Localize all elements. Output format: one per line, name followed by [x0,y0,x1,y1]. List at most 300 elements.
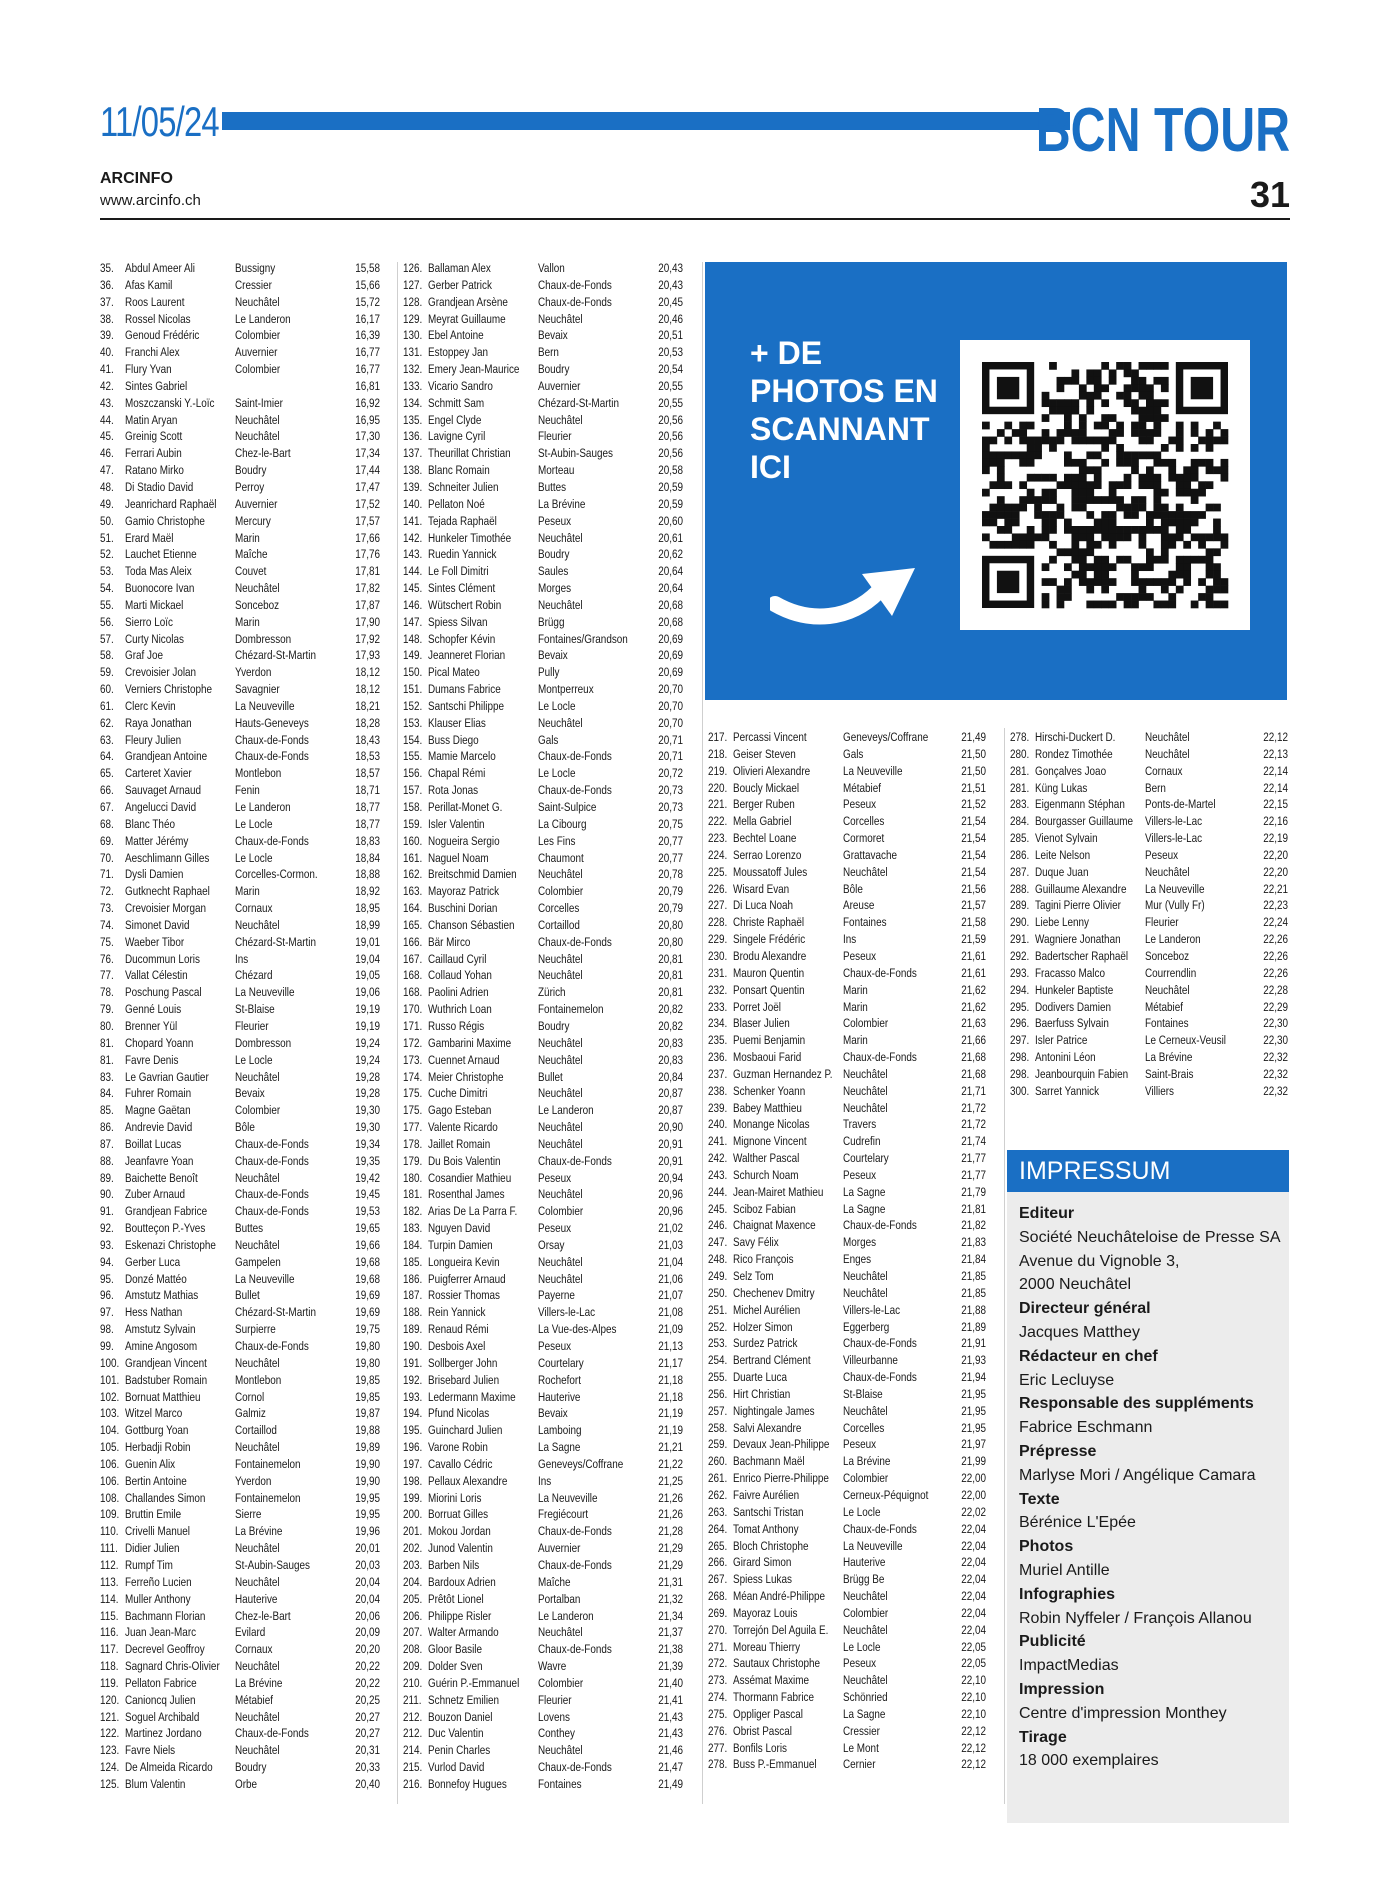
result-row [708,1453,986,1470]
result-time: 21,88 [961,1302,986,1317]
result-name: Christe Raphaël [733,915,805,930]
qr-code-icon[interactable] [960,340,1250,630]
result-location: Chézard-St-Martin [235,648,316,663]
result-time: 21,89 [961,1319,986,1334]
result-name: Isler Patrice [1035,1033,1088,1048]
result-row [403,698,683,715]
result-time: 21,54 [961,831,986,846]
result-rank: 192. [403,1372,423,1387]
result-name: Longueira Kevin [428,1254,500,1269]
result-time: 22,19 [1263,831,1288,846]
result-time: 22,05 [961,1639,986,1654]
result-row [100,513,380,530]
result-rank: 238. [708,1083,728,1098]
result-name: Santschi Philippe [428,698,505,713]
result-location: Mercury [235,513,271,528]
result-location: Brügg Be [843,1572,885,1587]
result-row [403,277,683,294]
result-name: Naguel Noam [428,850,489,865]
result-name: Schmitt Sam [428,395,485,410]
result-row [100,1102,380,1119]
result-rank: 298. [1010,1050,1030,1065]
result-time: 21,63 [961,1016,986,1031]
result-location: Colombier [538,1675,584,1690]
result-rank: 150. [403,665,423,680]
result-rank: 211. [403,1692,422,1707]
result-row [403,1186,683,1203]
result-time: 19,90 [355,1473,380,1488]
result-row [403,984,683,1001]
result-rank: 67. [100,800,114,814]
result-time: 21,28 [658,1524,683,1539]
result-time: 20,79 [658,884,683,899]
result-rank: 128. [403,294,423,309]
result-row [403,732,683,749]
result-name: Savy Félix [733,1235,779,1250]
result-time: 18,88 [355,867,380,882]
result-time: 21,95 [961,1403,986,1418]
result-time: 21,68 [961,1050,986,1065]
result-name: Rota Jonas [428,783,479,798]
result-name: Hunkeler Baptiste [1035,982,1114,997]
result-name: Mamie Marcelo [428,749,496,764]
result-rank: 159. [403,816,423,831]
result-row [100,1052,380,1069]
result-time: 19,04 [355,951,380,966]
result-name: Cuennet Arnaud [428,1052,500,1067]
result-row [100,294,380,311]
result-time: 21,49 [658,1776,683,1791]
result-name: Sautaux Christophe [733,1656,821,1671]
result-location: La Sagne [538,1440,581,1455]
result-location: Gals [843,746,864,761]
result-row [403,967,683,984]
result-location: Chaux-de-Fonds [843,1336,917,1351]
result-name: Waeber Tibor [125,934,185,949]
result-time: 20,46 [658,311,683,326]
result-row [708,1184,986,1201]
result-name: Schopfer Kévin [428,631,496,646]
result-name: Chaignat Maxence [733,1218,816,1233]
result-row [100,1574,380,1591]
result-name: Zuber Arnaud [125,1187,186,1202]
result-name: Gerber Patrick [428,277,492,292]
result-rank: 296. [1010,1016,1030,1031]
result-row [403,1372,683,1389]
result-rank: 73. [100,901,114,916]
result-name: Buss P.-Emmanuel [733,1757,817,1772]
result-name: Raya Jonathan [125,715,192,730]
result-row [708,948,986,965]
result-name: Gago Esteban [428,1103,492,1118]
result-row [708,1538,986,1555]
result-time: 22,10 [961,1706,986,1721]
result-time: 17,47 [355,479,380,494]
result-time: 15,58 [355,261,380,275]
result-location: Brügg [538,614,565,629]
result-row [100,681,380,698]
result-name: Sciboz Fabian [733,1201,796,1216]
result-location: Maîche [235,547,268,562]
result-time: 22,26 [1263,965,1288,980]
result-name: Amstutz Sylvain [125,1322,196,1337]
result-location: Villers-le-Lac [1145,814,1203,829]
result-name: Gambarini Maxime [428,1035,512,1050]
result-rank: 132. [403,362,423,377]
result-row [403,1237,683,1254]
result-name: Holzer Simon [733,1319,793,1334]
result-rank: 100. [100,1355,120,1370]
result-time: 20,71 [658,732,683,747]
result-location: Fenin [235,783,260,798]
result-row [403,1776,683,1793]
result-rank: 216. [403,1776,423,1791]
result-rank: 251. [708,1302,728,1317]
result-name: Le Gavrian Gautier [125,1069,209,1084]
result-rank: 275. [708,1706,728,1721]
result-rank: 268. [708,1589,728,1604]
result-location: Le Landeron [538,1608,594,1623]
result-time: 20,43 [658,277,683,292]
result-location: Eggerberg [843,1319,890,1334]
result-row [403,1304,683,1321]
result-location: Le Landeron [235,800,291,814]
result-name: Perillat-Monet G. [428,800,503,814]
result-time: 21,46 [658,1743,683,1758]
result-name: Blanc Théo [125,816,175,831]
result-name: Matter Jérémy [125,833,189,848]
result-row [708,1217,986,1234]
result-location: Ins [235,951,249,966]
result-location: Bevaix [235,1086,265,1101]
result-location: Schönried [843,1690,888,1705]
result-time: 19,24 [355,1052,380,1067]
result-rank: 208. [403,1642,423,1657]
result-location: Bern [1145,780,1166,795]
result-time: 21,61 [961,965,986,980]
result-location: Geneveys/Coffrane [538,1456,624,1471]
result-location: Marin [843,982,868,997]
result-location: Saules [538,564,569,579]
result-time: 21,72 [961,1100,986,1115]
result-row [100,1085,380,1102]
result-location: Neuchâtel [538,715,583,730]
result-name: Greinig Scott [125,429,183,444]
result-time: 19,30 [355,1103,380,1118]
result-row [403,580,683,597]
result-row [100,1759,380,1776]
result-rank: 234. [708,1016,728,1031]
result-location: Neuchâtel [538,530,583,545]
result-row [100,1523,380,1540]
result-row [708,847,986,864]
result-name: Graf Joe [125,648,164,663]
result-rank: 99. [100,1339,114,1353]
result-time: 22,12 [1263,730,1288,744]
result-rank: 61. [100,698,114,713]
result-location: Neuchâtel [538,1086,583,1101]
result-name: Walther Pascal [733,1151,800,1166]
result-rank: 79. [100,1002,114,1017]
result-location: Areuse [843,898,875,913]
result-name: Bruttin Emile [125,1507,182,1522]
result-name: Borruat Gilles [428,1507,489,1522]
result-name: Magne Gaëtan [125,1103,191,1118]
result-row [403,1742,683,1759]
result-name: Verniers Christophe [125,682,213,697]
result-rank: 217. [708,730,728,744]
impressum-body [1007,1192,1289,1823]
result-location: Chaux-de-Fonds [235,732,309,747]
result-rank: 123. [100,1743,120,1758]
result-rank: 180. [403,1170,423,1185]
result-row [403,1220,683,1237]
result-row [403,412,683,429]
result-rank: 248. [708,1252,728,1267]
result-location: Villers-le-Lac [538,1305,596,1320]
result-location: Ponts-de-Martel [1145,797,1216,812]
result-rank: 198. [403,1473,423,1488]
result-rank: 60. [100,682,114,697]
result-rank: 253. [708,1336,728,1351]
result-time: 22,05 [961,1656,986,1671]
result-name: Moszczanski Y.-Loïc [125,395,215,410]
result-time: 19,30 [355,1120,380,1135]
result-rank: 237. [708,1066,728,1081]
result-rank: 259. [708,1437,728,1452]
result-location: La Sagne [843,1706,886,1721]
header-accent-bar [222,112,1070,130]
result-name: Curty Nicolas [125,631,184,646]
result-location: Boudry [538,547,570,562]
result-time: 20,68 [658,597,683,612]
result-time: 21,82 [961,1218,986,1233]
result-location: La Cibourg [538,816,587,831]
result-time: 22,02 [961,1504,986,1519]
result-row [403,1355,683,1372]
result-location: La Brévine [538,496,586,511]
result-row [100,496,380,513]
result-time: 20,83 [658,1052,683,1067]
result-time: 22,30 [1263,1016,1288,1031]
result-location: Chaux-de-Fonds [843,1050,917,1065]
result-time: 19,53 [355,1204,380,1219]
result-rank: 235. [708,1033,728,1048]
result-time: 19,96 [355,1524,380,1539]
result-time: 22,14 [1263,780,1288,795]
result-time: 21,94 [961,1370,986,1385]
result-row [708,931,986,948]
result-time: 17,52 [355,496,380,511]
result-location: Vallon [538,261,565,275]
result-location: Neuchâtel [538,951,583,966]
result-time: 19,80 [355,1355,380,1370]
result-time: 19,45 [355,1187,380,1202]
result-name: Duque Juan [1035,864,1089,879]
result-time: 20,27 [355,1726,380,1741]
result-row [403,799,683,816]
result-time: 21,54 [961,864,986,879]
result-time: 20,71 [658,749,683,764]
result-row [403,1608,683,1625]
result-rank: 194. [403,1406,423,1421]
result-rank: 190. [403,1339,423,1353]
result-name: Bertrand Clément [733,1353,811,1368]
result-name: Guinchard Julien [428,1423,503,1438]
result-location: Neuchâtel [843,1622,888,1637]
result-location: Morges [538,581,572,596]
result-rank: 58. [100,648,114,663]
result-location: Fontainemelon [235,1456,301,1471]
result-name: Eigenmann Stéphan [1035,797,1125,812]
result-rank: 81. [100,1035,114,1050]
result-time: 20,87 [658,1086,683,1101]
result-location: Neuchâtel [843,1403,888,1418]
result-name: Roos Laurent [125,294,185,309]
result-row [100,1321,380,1338]
result-name: Schneiter Julien [428,479,499,494]
result-row [100,748,380,765]
result-location: Chézard [235,968,273,983]
result-row [708,1133,986,1150]
result-rank: 165. [403,917,423,932]
result-rank: 244. [708,1184,728,1199]
result-rank: 260. [708,1454,728,1469]
result-location: Bullet [235,1288,260,1303]
result-location: Chaux-de-Fonds [538,1153,612,1168]
impressum-value: Muriel Antille [1019,1561,1110,1579]
result-name: Philippe Risler [428,1608,492,1623]
result-location: Chaux-de-Fonds [235,1187,309,1202]
result-name: Vienot Sylvain [1035,831,1098,846]
result-time: 18,53 [355,749,380,764]
result-time: 19,06 [355,985,380,1000]
result-time: 21,21 [658,1440,683,1455]
result-rank: 209. [403,1659,423,1674]
column-divider [397,262,398,1804]
result-time: 21,84 [961,1252,986,1267]
result-row [100,1422,380,1439]
impressum-heading: Tirage [1019,1728,1067,1746]
result-rank: 113. [100,1574,119,1589]
result-time: 16,77 [355,345,380,360]
result-name: De Almeida Ricardo [125,1760,213,1775]
result-row [100,951,380,968]
result-rank: 44. [100,412,114,427]
result-rank: 101. [100,1372,120,1387]
result-row [403,1523,683,1540]
result-name: Ebel Antoine [428,328,484,343]
result-location: Fleurier [235,1018,269,1033]
result-location: Fontaines [843,915,887,930]
result-location: Le Locle [843,1639,881,1654]
result-row [403,1035,683,1052]
result-row [403,1725,683,1742]
result-location: Mur (Vully Fr) [1145,898,1205,913]
result-location: Auvernier [235,345,278,360]
result-time: 21,47 [658,1760,683,1775]
result-time: 21,18 [658,1372,683,1387]
result-time: 21,07 [658,1288,683,1303]
result-name: Bonnefoy Hugues [428,1776,507,1791]
result-row [1010,1015,1288,1032]
result-name: Hirschi-Duckert D. [1035,730,1116,744]
result-name: Meier Christophe [428,1069,504,1084]
result-name: Boillat Lucas [125,1136,182,1151]
result-time: 19,85 [355,1389,380,1404]
result-name: Angelucci David [125,800,197,814]
result-rank: 231. [708,965,728,980]
result-name: Sierro Loïc [125,614,173,629]
result-location: Perroy [235,479,265,494]
result-name: Pellaton Fabrice [125,1675,197,1690]
result-name: Badertscher Raphaël [1035,948,1129,963]
result-location: Fontainemelon [235,1490,301,1505]
result-rank: 210. [403,1675,423,1690]
result-time: 18,99 [355,917,380,932]
result-name: Amine Angosom [125,1339,198,1353]
result-row [100,664,380,681]
result-rank: 170. [403,1002,423,1017]
result-rank: 74. [100,917,114,932]
result-time: 21,95 [961,1420,986,1435]
result-row [100,1591,380,1608]
result-time: 21,51 [961,780,986,795]
result-name: Eskenazi Christophe [125,1237,216,1252]
header-rule [100,218,1290,220]
result-rank: 50. [100,513,114,528]
result-location: La Brévine [1145,1050,1193,1065]
result-row [100,1641,380,1658]
result-row [403,1439,683,1456]
result-rank: 89. [100,1170,114,1185]
result-rank: 91. [100,1204,114,1219]
result-time: 21,18 [658,1389,683,1404]
result-time: 21,85 [961,1269,986,1283]
result-rank: 175. [403,1103,423,1118]
result-name: Penin Charles [428,1743,491,1758]
result-name: Fuhrer Romain [125,1086,192,1101]
result-row [100,1439,380,1456]
result-name: Gutknecht Raphael [125,884,210,899]
result-name: Spiess Lukas [733,1572,792,1587]
result-name: Jean-Mairet Mathieu [733,1184,824,1199]
result-rank: 115. [100,1608,119,1623]
result-time: 19,87 [355,1406,380,1421]
result-time: 22,20 [1263,864,1288,879]
result-name: Rossier Thomas [428,1288,500,1303]
result-location: Le Locle [538,766,576,781]
result-rank: 160. [403,833,423,848]
result-rank: 135. [403,412,423,427]
result-name: Isler Valentin [428,816,485,831]
impressum-heading: Editeur [1019,1205,1075,1222]
result-name: Bonfils Loris [733,1740,787,1755]
result-rank: 55. [100,597,114,612]
result-location: Neuchâtel [843,864,888,879]
impressum-heading: Responsable des suppléments [1019,1395,1254,1413]
result-rank: 149. [403,648,423,663]
result-time: 21,93 [961,1353,986,1368]
result-name: Guzman Hernandez P. [733,1066,833,1081]
publication-url[interactable]: www.arcinfo.ch [100,192,201,209]
result-rank: 204. [403,1574,423,1589]
result-row [403,378,683,395]
result-name: Geiser Steven [733,746,796,761]
result-location: Chaux-de-Fonds [538,294,612,309]
result-name: Collaud Yohan [428,968,492,983]
result-location: La Brévine [235,1675,283,1690]
